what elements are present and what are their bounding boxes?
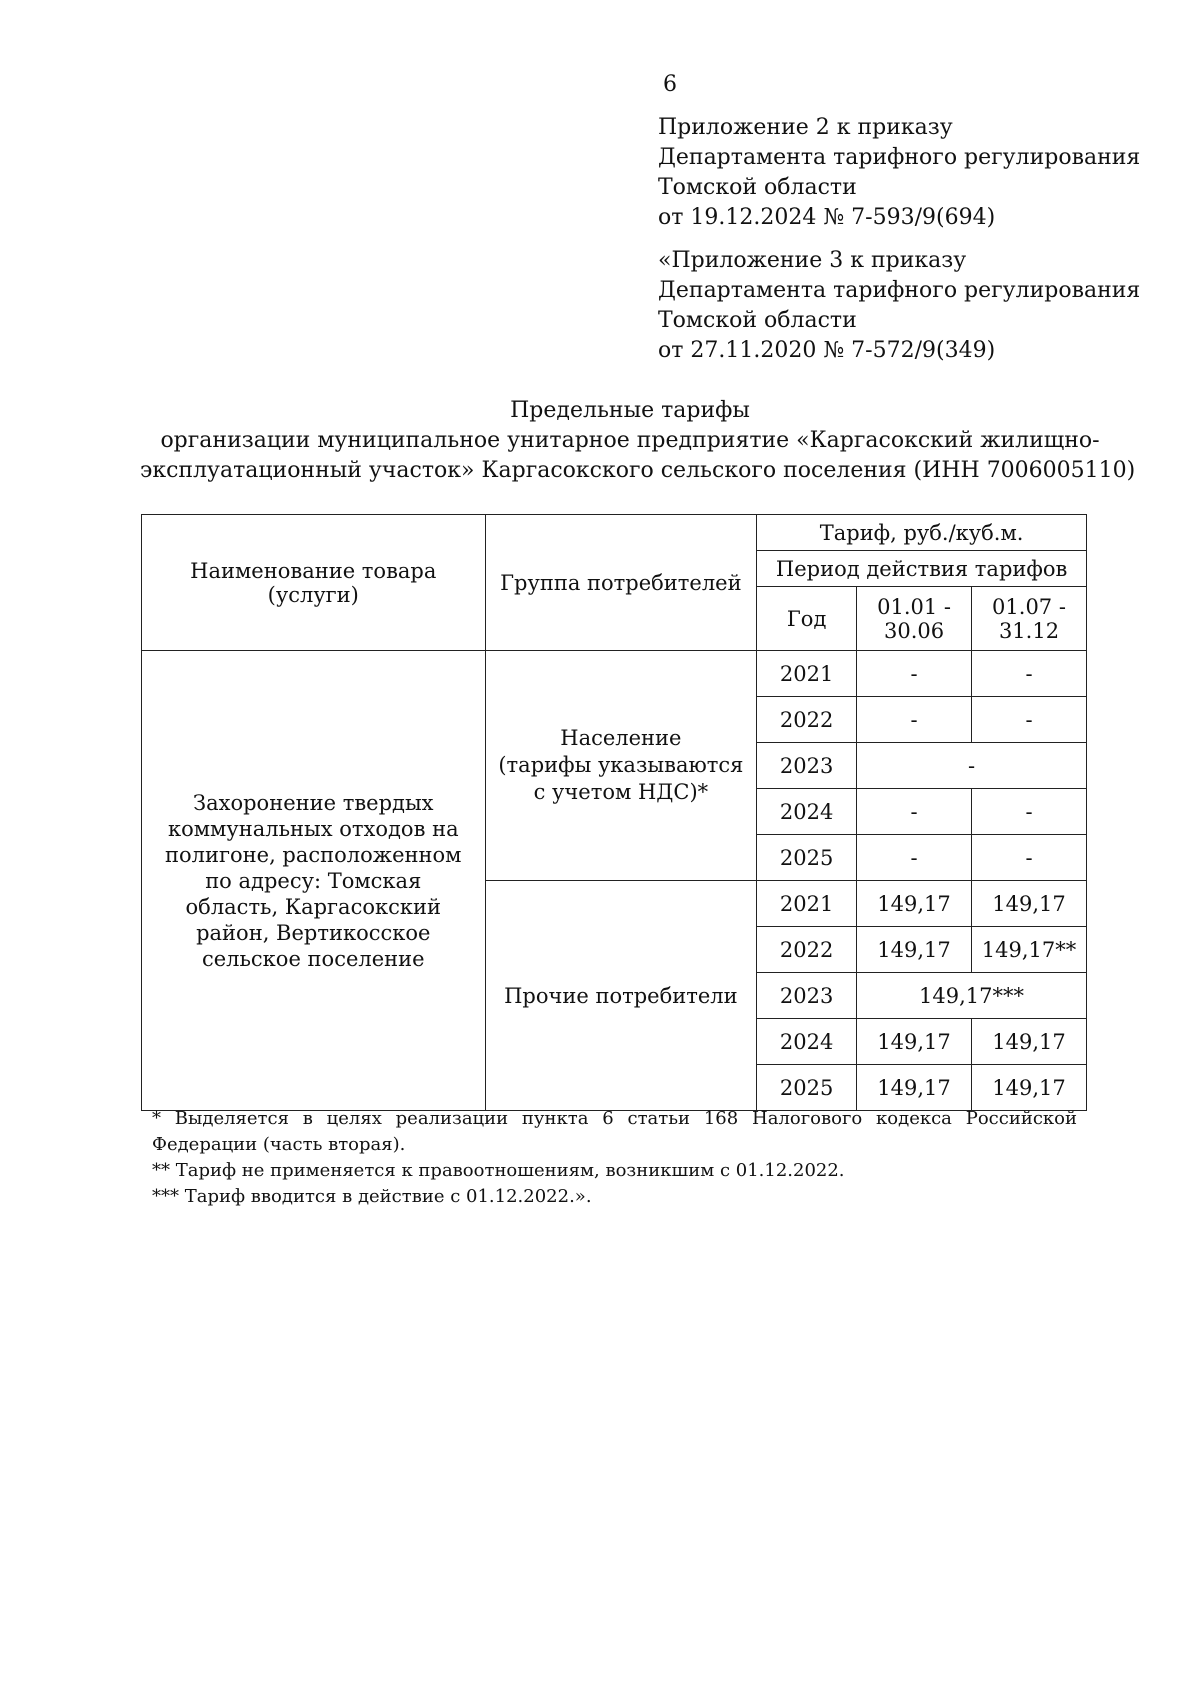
year-cell: 2025: [757, 1065, 857, 1111]
header-period: Период действия тарифов: [757, 551, 1087, 587]
group-population-cell: [485, 651, 757, 881]
header-tariff: Тариф, руб./куб.м.: [757, 515, 1087, 551]
year-cell: 2024: [757, 1019, 857, 1065]
year-cell: 2021: [757, 651, 857, 697]
tariff-cell-merged: 149,17***: [857, 973, 1087, 1019]
appendix-line: от 27.11.2020 № 7-572/9(349): [658, 338, 996, 363]
tariff-table: [141, 514, 1087, 1111]
appendix-line: Департамента тарифного регулирования: [658, 145, 1141, 170]
tariff-cell: -: [857, 697, 972, 743]
footnotes: [152, 1106, 1077, 1210]
header-half-1: [857, 587, 972, 651]
year-cell: 2022: [757, 927, 857, 973]
tariff-cell: -: [857, 789, 972, 835]
header-half-2-line2: 31.12: [998, 618, 1060, 643]
appendix-amended: [658, 246, 1140, 366]
appendix-line: Департамента тарифного регулирования: [658, 278, 1141, 303]
group-population-line2: (тарифы указываются с учетом НДС)*: [498, 753, 744, 804]
tariff-cell-merged: -: [857, 743, 1087, 789]
tariff-cell: -: [972, 789, 1087, 835]
appendix-line: Приложение 2 к приказу: [658, 115, 953, 140]
year-cell: 2022: [757, 697, 857, 743]
appendix-line: «Приложение 3 к приказу: [658, 248, 967, 273]
tariff-cell: 149,17: [857, 881, 972, 927]
footnote-1: * Выделяется в целях реализации пункта 6 статьи 168 Налогового кодекса Российской Федерации (часть вторая).: [152, 1108, 1077, 1155]
tariff-cell: 149,17: [972, 881, 1087, 927]
appendix-current: [658, 113, 1140, 233]
header-half-2: [972, 587, 1087, 651]
group-population-line1: Население: [560, 726, 682, 750]
tariff-cell: 149,17: [857, 927, 972, 973]
tariff-cell: 149,17**: [972, 927, 1087, 973]
title-line-3: эксплуатационный участок» Каргасокского сельского поселения (ИНН 7006005110): [140, 458, 1136, 483]
title-line-1: Предельные тарифы: [510, 398, 750, 423]
title-line-2: организации муниципальное унитарное предприятие «Каргасокский жилищно-: [160, 428, 1100, 453]
group-other-cell: Прочие потребители: [485, 881, 757, 1111]
appendix-line: Томской области: [658, 308, 857, 333]
year-cell: 2024: [757, 789, 857, 835]
header-half-1-line1: 01.01 -: [877, 594, 951, 619]
tariff-cell: -: [972, 697, 1087, 743]
tariff-cell: -: [972, 651, 1087, 697]
year-cell: 2023: [757, 973, 857, 1019]
tariff-cell: 149,17: [972, 1019, 1087, 1065]
year-cell: 2025: [757, 835, 857, 881]
appendix-line: от 19.12.2024 № 7-593/9(694): [658, 205, 996, 230]
tariff-cell: 149,17: [972, 1065, 1087, 1111]
product-name-cell: Захоронение твердых коммунальных отходов на полигоне, расположенном по адресу: Томская область, Каргасокский район, Вертикосское сельское поселение: [142, 651, 486, 1111]
year-cell: 2023: [757, 743, 857, 789]
tariff-cell: 149,17: [857, 1019, 972, 1065]
year-cell: 2021: [757, 881, 857, 927]
tariff-cell: -: [857, 651, 972, 697]
header-year: Год: [757, 587, 857, 651]
appendix-line: Томской области: [658, 175, 857, 200]
tariff-cell: -: [972, 835, 1087, 881]
header-half-2-line1: 01.07 -: [992, 594, 1066, 619]
header-group: Группа потребителей: [485, 515, 757, 651]
footnote-3: *** Тариф вводится в действие с 01.12.2022.».: [152, 1186, 592, 1207]
header-half-1-line2: 30.06: [883, 618, 945, 643]
document-title: [140, 396, 1136, 486]
header-product: Наименование товара (услуги): [142, 515, 486, 651]
footnote-2: ** Тариф не применяется к правоотношениям, возникшим с 01.12.2022.: [152, 1160, 845, 1181]
tariff-cell: -: [857, 835, 972, 881]
tariff-cell: 149,17: [857, 1065, 972, 1111]
page-number: 6: [663, 72, 677, 97]
